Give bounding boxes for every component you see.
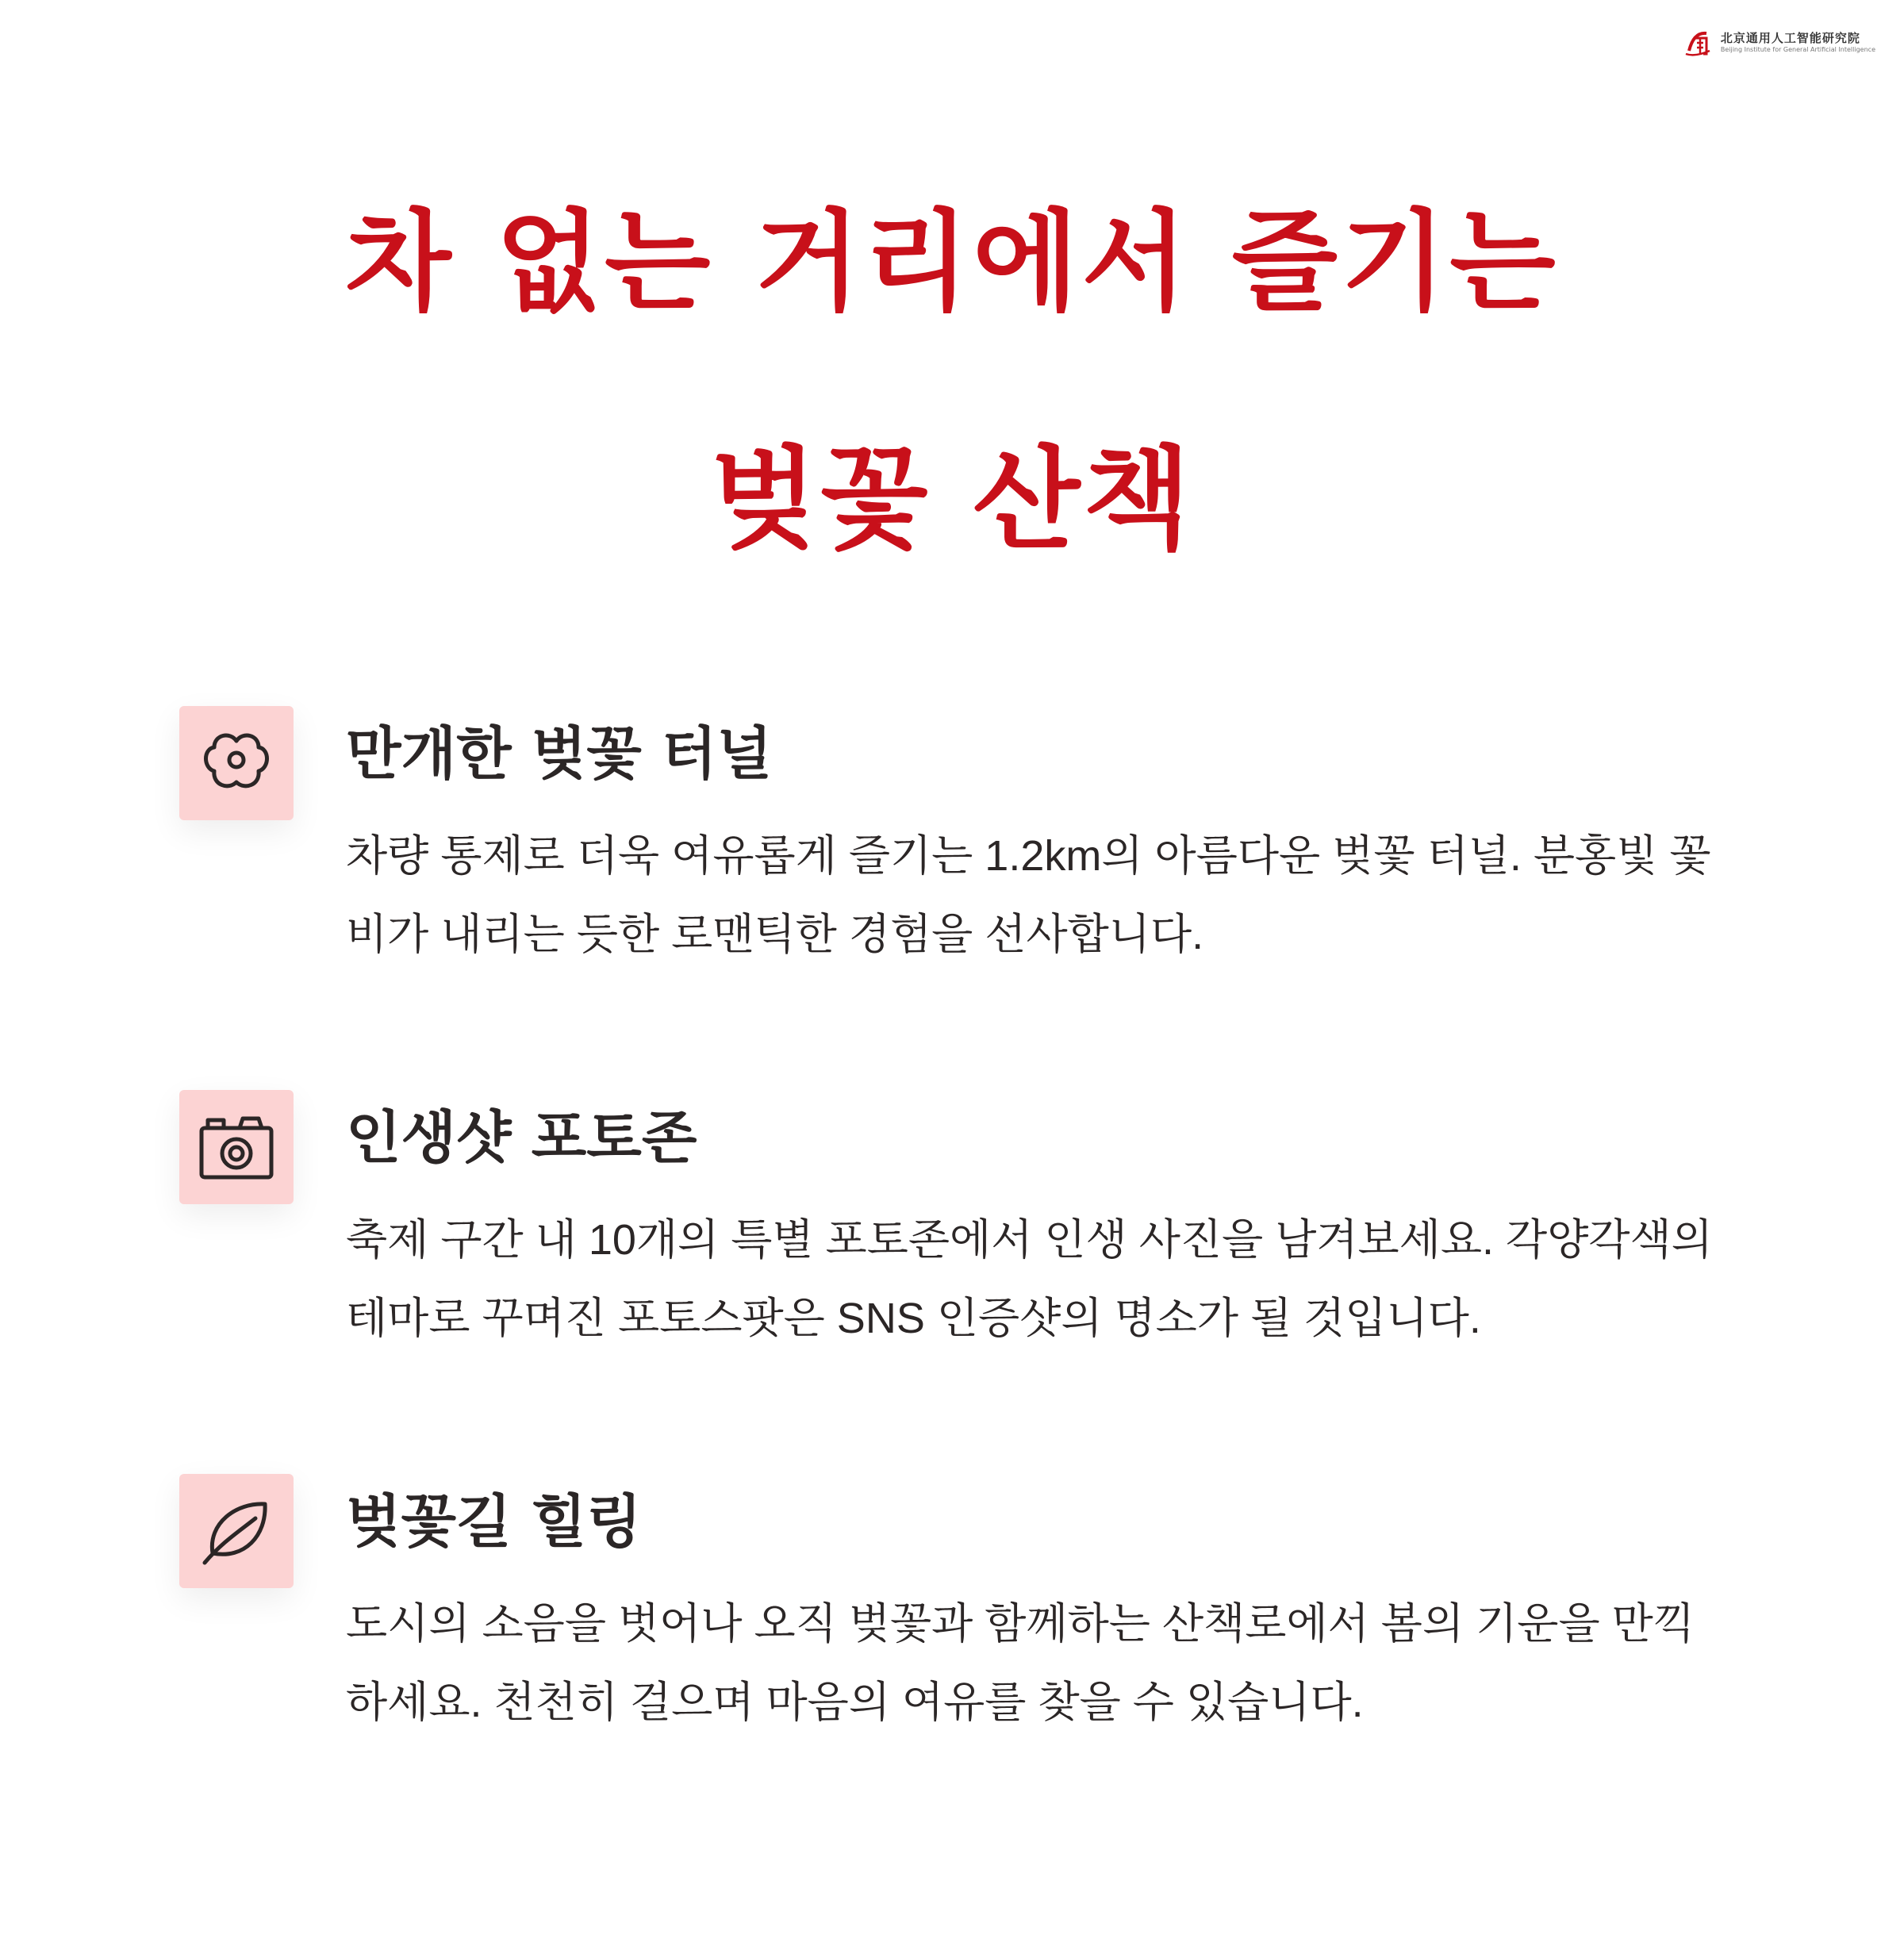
feature-icon-box bbox=[179, 706, 294, 820]
page-title-line2: 벚꽃 산책 bbox=[710, 436, 1194, 565]
logo-name-cn: 北京通用人工智能研究院 bbox=[1720, 31, 1860, 45]
feature-title: 벚꽃길 힐링 bbox=[346, 1488, 642, 1555]
feature-description: 도시의 소음을 벗어나 오직 벚꽃과 함께하는 산책로에서 봄의 기운을 만끽하세요. 천천히 걸으며 마음의 여유를 찾을 수 있습니다. bbox=[346, 1600, 1695, 1726]
logo bbox=[1683, 27, 1875, 59]
feature-icon-box bbox=[179, 1474, 294, 1588]
feature-description: 차량 통제로 더욱 여유롭게 즐기는 1.2km의 아름다운 벚꽃 터널. 분홍빛 꽃비가 내리는 듯한 로맨틱한 경험을 선사합니다. bbox=[346, 832, 1711, 958]
logo-name-en: Beijing Institute for General Artificial Intelligence bbox=[1720, 46, 1875, 53]
camera-icon bbox=[197, 1107, 276, 1187]
flower-icon bbox=[197, 723, 276, 803]
feature-icon-box bbox=[179, 1090, 294, 1204]
page-title-line1: 차 없는 거리에서 즐기는 bbox=[345, 198, 1559, 326]
leaf-icon bbox=[197, 1491, 276, 1571]
bigai-logo-icon bbox=[1683, 27, 1714, 59]
feature-title: 만개한 벚꽃 터널 bbox=[346, 720, 772, 787]
feature-title: 인생샷 포토존 bbox=[346, 1104, 697, 1171]
feature-description: 축제 구간 내 10개의 특별 포토존에서 인생 사진을 남겨보세요. 각양각색의 테마로 꾸며진 포토스팟은 SNS 인증샷의 명소가 될 것입니다. bbox=[346, 1216, 1713, 1342]
